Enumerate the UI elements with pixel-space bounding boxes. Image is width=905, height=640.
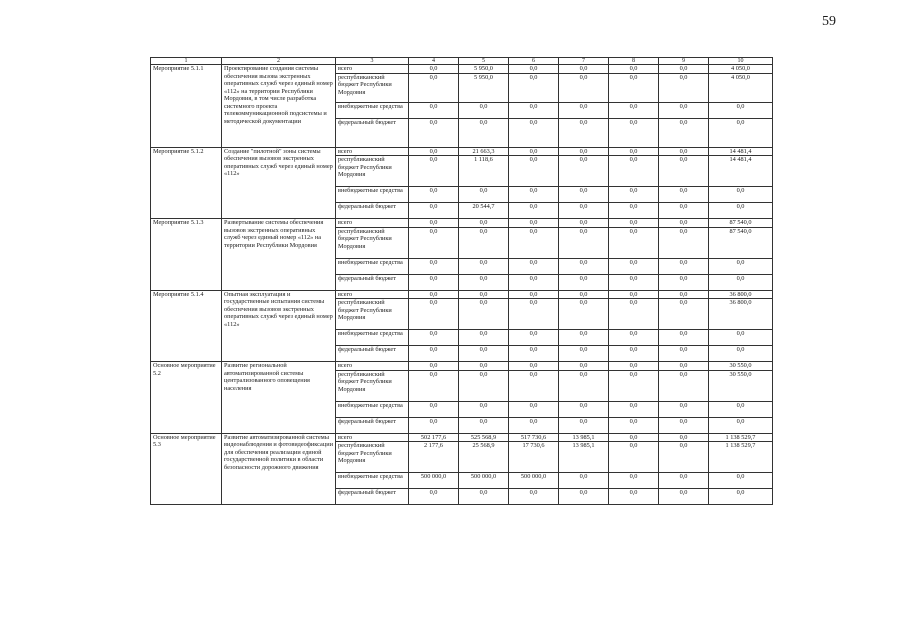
funding-value: 0,0 [459, 401, 509, 417]
funding-source: всего [336, 147, 409, 156]
funding-value: 0,0 [559, 156, 609, 187]
funding-source: внебюджетные средства [336, 473, 409, 489]
funding-value: 0,0 [659, 290, 709, 299]
funding-value: 0,0 [409, 370, 459, 401]
funding-source: всего [336, 65, 409, 74]
funding-value: 0,0 [609, 299, 659, 330]
funding-value: 0,0 [459, 370, 509, 401]
funding-value: 0,0 [409, 330, 459, 346]
funding-value: 0,0 [559, 346, 609, 362]
funding-value: 0,0 [559, 370, 609, 401]
funding-value: 0,0 [409, 489, 459, 505]
funding-value: 500 000,0 [459, 473, 509, 489]
activity-code: Мероприятие 5.1.2 [151, 147, 222, 219]
funding-value: 0,0 [709, 401, 773, 417]
funding-value: 0,0 [459, 417, 509, 433]
funding-source: федеральный бюджет [336, 489, 409, 505]
funding-value: 0,0 [609, 473, 659, 489]
funding-value: 0,0 [459, 102, 509, 118]
funding-value: 0,0 [509, 290, 559, 299]
funding-value: 0,0 [509, 102, 559, 118]
funding-value: 0,0 [509, 73, 559, 102]
funding-value: 0,0 [559, 290, 609, 299]
funding-source: республиканский бюджет Республики Мордовия [336, 442, 409, 473]
funding-value: 0,0 [659, 203, 709, 219]
funding-value: 0,0 [609, 370, 659, 401]
funding-value: 0,0 [409, 290, 459, 299]
funding-value: 0,0 [559, 417, 609, 433]
activity-title: Создание "пилотной" зоны системы обеспечения вызовов экстренных оперативных служб через единый номер «112» [222, 147, 336, 219]
funding-value: 4 050,0 [709, 73, 773, 102]
table-body [151, 65, 773, 505]
funding-value: 0,0 [659, 473, 709, 489]
funding-value: 0,0 [659, 362, 709, 371]
funding-value: 0,0 [659, 258, 709, 274]
activity-code: Мероприятие 5.1.3 [151, 219, 222, 291]
funding-source: федеральный бюджет [336, 203, 409, 219]
funding-value: 0,0 [659, 401, 709, 417]
funding-value: 0,0 [509, 362, 559, 371]
funding-value: 0,0 [659, 433, 709, 442]
funding-value: 0,0 [659, 274, 709, 290]
funding-value: 87 540,0 [709, 227, 773, 258]
table-row [151, 433, 773, 442]
funding-value: 0,0 [609, 433, 659, 442]
funding-value: 0,0 [459, 118, 509, 147]
funding-value: 0,0 [709, 346, 773, 362]
column-number: 6 [509, 58, 559, 65]
funding-value: 0,0 [409, 118, 459, 147]
funding-value: 0,0 [409, 219, 459, 228]
funding-value: 13 985,1 [559, 442, 609, 473]
funding-value: 0,0 [659, 73, 709, 102]
funding-value: 0,0 [709, 203, 773, 219]
column-number: 9 [659, 58, 709, 65]
funding-value: 525 568,9 [459, 433, 509, 442]
funding-value: 0,0 [559, 65, 609, 74]
funding-source: республиканский бюджет Республики Мордовия [336, 370, 409, 401]
funding-value: 0,0 [609, 442, 659, 473]
funding-value: 0,0 [409, 156, 459, 187]
funding-source: всего [336, 290, 409, 299]
table-row [151, 290, 773, 299]
funding-value: 0,0 [609, 102, 659, 118]
funding-value: 0,0 [509, 401, 559, 417]
funding-value: 14 481,4 [709, 156, 773, 187]
funding-value: 0,0 [609, 417, 659, 433]
activity-title: Развертывание системы обеспечения вызовов экстренных оперативных служб через единый номер «112» на территории Республики Мордовия [222, 219, 336, 291]
funding-value: 0,0 [509, 187, 559, 203]
funding-value: 0,0 [609, 118, 659, 147]
funding-value: 0,0 [459, 346, 509, 362]
funding-value: 502 177,6 [409, 433, 459, 442]
funding-value: 87 540,0 [709, 219, 773, 228]
funding-value: 0,0 [459, 330, 509, 346]
funding-value: 500 000,0 [509, 473, 559, 489]
funding-source: республиканский бюджет Республики Мордовия [336, 227, 409, 258]
funding-value: 0,0 [659, 102, 709, 118]
column-number: 10 [709, 58, 773, 65]
funding-value: 517 730,6 [509, 433, 559, 442]
page-number: 59 [822, 14, 836, 29]
funding-value: 0,0 [459, 274, 509, 290]
funding-value: 0,0 [709, 473, 773, 489]
funding-value: 4 050,0 [709, 65, 773, 74]
funding-value: 36 800,0 [709, 299, 773, 330]
funding-source: внебюджетные средства [336, 102, 409, 118]
funding-value: 0,0 [509, 118, 559, 147]
funding-value: 0,0 [459, 290, 509, 299]
funding-value: 1 118,6 [459, 156, 509, 187]
funding-value: 0,0 [659, 346, 709, 362]
funding-value: 0,0 [559, 362, 609, 371]
funding-value: 0,0 [559, 118, 609, 147]
funding-value: 0,0 [609, 187, 659, 203]
funding-value: 0,0 [609, 401, 659, 417]
funding-value: 0,0 [409, 147, 459, 156]
funding-value: 1 138 529,7 [709, 442, 773, 473]
funding-value: 0,0 [709, 417, 773, 433]
funding-value: 0,0 [559, 73, 609, 102]
funding-value: 0,0 [709, 118, 773, 147]
funding-value: 0,0 [659, 147, 709, 156]
funding-value: 0,0 [509, 299, 559, 330]
funding-value: 0,0 [609, 203, 659, 219]
funding-source: республиканский бюджет Республики Мордовия [336, 73, 409, 102]
funding-source: всего [336, 362, 409, 371]
funding-value: 0,0 [659, 227, 709, 258]
funding-value: 0,0 [509, 203, 559, 219]
funding-value: 0,0 [459, 187, 509, 203]
funding-value: 0,0 [609, 73, 659, 102]
funding-value: 14 481,4 [709, 147, 773, 156]
funding-value: 0,0 [659, 442, 709, 473]
funding-source: внебюджетные средства [336, 187, 409, 203]
column-number: 4 [409, 58, 459, 65]
funding-value: 0,0 [709, 258, 773, 274]
activity-code: Мероприятие 5.1.1 [151, 65, 222, 148]
funding-value: 0,0 [659, 330, 709, 346]
funding-value: 0,0 [559, 147, 609, 156]
funding-value: 30 550,0 [709, 362, 773, 371]
funding-source: федеральный бюджет [336, 118, 409, 147]
funding-value: 0,0 [559, 203, 609, 219]
funding-source: республиканский бюджет Республики Мордовия [336, 156, 409, 187]
table-row [151, 65, 773, 74]
funding-value: 0,0 [409, 203, 459, 219]
funding-value: 30 550,0 [709, 370, 773, 401]
funding-value: 0,0 [409, 102, 459, 118]
funding-value: 0,0 [559, 299, 609, 330]
funding-value: 0,0 [609, 489, 659, 505]
funding-value: 0,0 [709, 330, 773, 346]
funding-value: 1 138 529,7 [709, 433, 773, 442]
funding-value: 5 950,0 [459, 65, 509, 74]
funding-value: 0,0 [509, 417, 559, 433]
funding-value: 20 544,7 [459, 203, 509, 219]
funding-value: 0,0 [609, 330, 659, 346]
column-number: 3 [336, 58, 409, 65]
funding-value: 0,0 [409, 299, 459, 330]
funding-value: 2 177,6 [409, 442, 459, 473]
funding-value: 17 730,6 [509, 442, 559, 473]
funding-value: 0,0 [509, 346, 559, 362]
funding-value: 0,0 [609, 227, 659, 258]
funding-value: 0,0 [509, 274, 559, 290]
funding-source: всего [336, 219, 409, 228]
header-row [151, 58, 773, 65]
funding-value: 0,0 [659, 370, 709, 401]
funding-value: 0,0 [559, 274, 609, 290]
activity-title: Развитие автоматизированной системы видеонаблюдения и фотовидеофиксации для обеспечения реализации единой государственной политики в области безопасности дорожного движения [222, 433, 336, 505]
funding-value: 0,0 [509, 219, 559, 228]
funding-value: 0,0 [659, 417, 709, 433]
funding-value: 21 663,3 [459, 147, 509, 156]
funding-value: 500 000,0 [409, 473, 459, 489]
funding-value: 0,0 [509, 370, 559, 401]
funding-value: 0,0 [459, 362, 509, 371]
funding-value: 0,0 [409, 362, 459, 371]
funding-value: 0,0 [409, 73, 459, 102]
funding-value: 0,0 [409, 417, 459, 433]
funding-value: 0,0 [659, 187, 709, 203]
funding-value: 0,0 [559, 258, 609, 274]
funding-value: 0,0 [509, 258, 559, 274]
activity-code: Основное мероприятие 5.2 [151, 362, 222, 434]
funding-value: 5 950,0 [459, 73, 509, 102]
funding-value: 0,0 [609, 258, 659, 274]
budget-table [150, 57, 773, 505]
funding-value: 0,0 [659, 299, 709, 330]
funding-value: 0,0 [609, 219, 659, 228]
funding-value: 0,0 [409, 274, 459, 290]
funding-source: всего [336, 433, 409, 442]
funding-value: 0,0 [459, 299, 509, 330]
funding-value: 0,0 [659, 219, 709, 228]
funding-value: 0,0 [609, 274, 659, 290]
funding-value: 0,0 [559, 473, 609, 489]
funding-value: 0,0 [609, 346, 659, 362]
funding-value: 0,0 [609, 362, 659, 371]
funding-value: 0,0 [559, 102, 609, 118]
funding-value: 0,0 [659, 156, 709, 187]
activity-code: Основное мероприятие 5.3 [151, 433, 222, 505]
funding-value: 25 568,9 [459, 442, 509, 473]
funding-source: внебюджетные средства [336, 330, 409, 346]
funding-value: 0,0 [459, 489, 509, 505]
funding-value: 0,0 [509, 489, 559, 505]
funding-value: 0,0 [559, 187, 609, 203]
funding-value: 0,0 [509, 330, 559, 346]
table-row [151, 219, 773, 228]
funding-value: 0,0 [459, 258, 509, 274]
column-number: 8 [609, 58, 659, 65]
funding-value: 0,0 [559, 489, 609, 505]
funding-value: 0,0 [559, 330, 609, 346]
funding-value: 13 985,1 [559, 433, 609, 442]
funding-value: 0,0 [609, 156, 659, 187]
funding-value: 0,0 [509, 65, 559, 74]
funding-value: 0,0 [659, 65, 709, 74]
funding-value: 0,0 [709, 187, 773, 203]
funding-value: 0,0 [409, 258, 459, 274]
funding-value: 0,0 [459, 219, 509, 228]
funding-value: 0,0 [659, 118, 709, 147]
activity-title: Опытная эксплуатация и государственные испытания системы обеспечения вызовов экстренных оперативных служб через единый номер «112» [222, 290, 336, 362]
funding-source: внебюджетные средства [336, 258, 409, 274]
funding-value: 0,0 [409, 346, 459, 362]
funding-value: 0,0 [709, 489, 773, 505]
funding-value: 0,0 [559, 219, 609, 228]
activity-code: Мероприятие 5.1.4 [151, 290, 222, 362]
funding-value: 0,0 [609, 147, 659, 156]
funding-value: 0,0 [509, 227, 559, 258]
column-number: 2 [222, 58, 336, 65]
funding-value: 0,0 [559, 401, 609, 417]
activity-title: Проектирование создания системы обеспечения вызова экстренных оперативных служб через единый номер «112» на территории Республики Мордовия, в том числе разработка системного проекта телекоммуникационной подсистемы и методической документации [222, 65, 336, 148]
funding-value: 0,0 [409, 187, 459, 203]
funding-value: 0,0 [409, 227, 459, 258]
funding-value: 0,0 [509, 156, 559, 187]
funding-value: 0,0 [609, 290, 659, 299]
funding-value: 0,0 [409, 401, 459, 417]
funding-value: 0,0 [559, 227, 609, 258]
funding-value: 0,0 [409, 65, 459, 74]
funding-value: 0,0 [709, 102, 773, 118]
table-row [151, 362, 773, 371]
funding-source: республиканский бюджет Республики Мордовия [336, 299, 409, 330]
funding-value: 0,0 [459, 227, 509, 258]
funding-source: внебюджетные средства [336, 401, 409, 417]
funding-value: 36 800,0 [709, 290, 773, 299]
column-number: 1 [151, 58, 222, 65]
funding-value: 0,0 [709, 274, 773, 290]
column-number: 5 [459, 58, 509, 65]
activity-title: Развитие региональной автоматизированной системы централизованного оповещения населения [222, 362, 336, 434]
funding-source: федеральный бюджет [336, 346, 409, 362]
funding-source: федеральный бюджет [336, 274, 409, 290]
table-row [151, 147, 773, 156]
column-number: 7 [559, 58, 609, 65]
funding-value: 0,0 [509, 147, 559, 156]
funding-value: 0,0 [659, 489, 709, 505]
funding-source: федеральный бюджет [336, 417, 409, 433]
funding-value: 0,0 [609, 65, 659, 74]
